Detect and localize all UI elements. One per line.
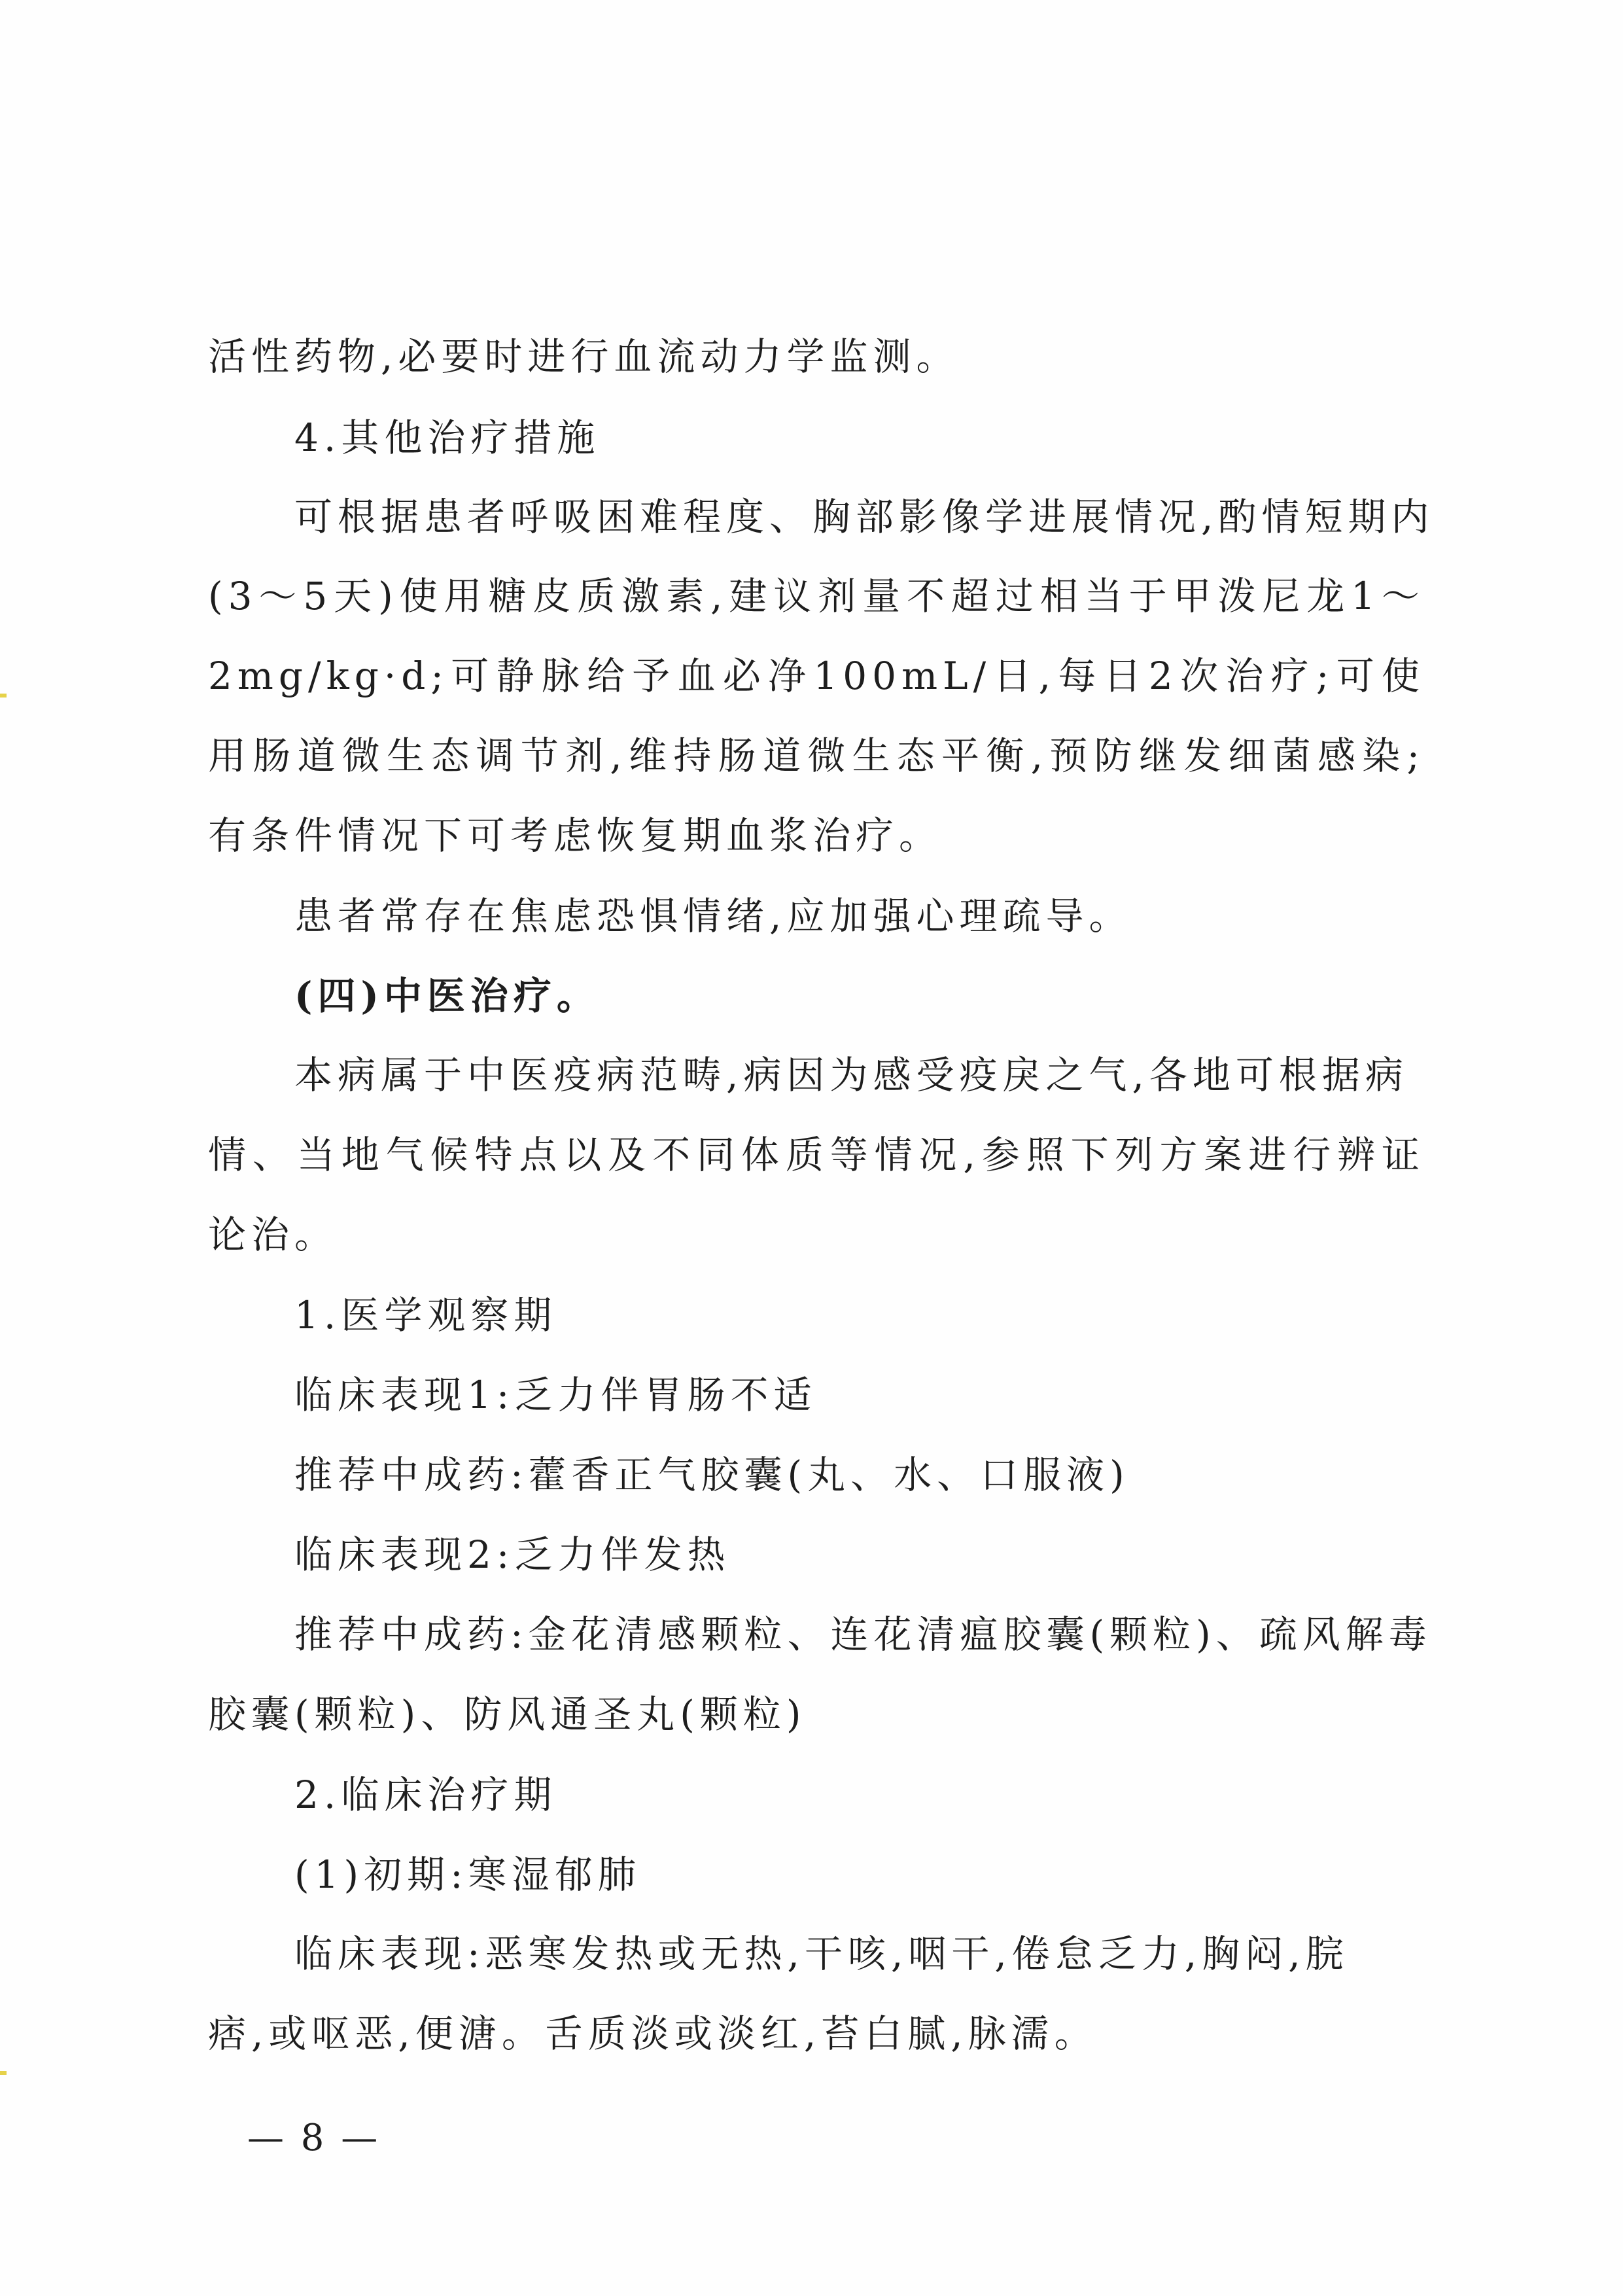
text-line-17: 推荐中成药:金花清感颗粒、连花清瘟胶囊(颗粒)、疏风解毒: [294, 1612, 1432, 1657]
text-line-1: 活性药物,必要时进行血流动力学监测。: [208, 334, 960, 379]
text-line-12: 论治。: [208, 1212, 338, 1257]
scan-edge-mark: [0, 694, 7, 698]
text-line-20: (1)初期:寒湿郁肺: [294, 1852, 641, 1897]
section-heading-observation-period: 1.医学观察期: [294, 1293, 557, 1337]
text-line-15: 推荐中成药:藿香正气胶囊(丸、水、口服液): [294, 1453, 1130, 1497]
text-line-21: 临床表现:恶寒发热或无热,干咳,咽干,倦怠乏力,胸闷,脘: [294, 1932, 1349, 1976]
text-line-5: 2mg/kg·d;可静脉给予血必净100mL/日,每日2次治疗;可使: [208, 654, 1425, 698]
text-line-16: 临床表现2:乏力伴发热: [294, 1532, 731, 1577]
text-line-10: 本病属于中医疫病范畴,病因为感受疫戾之气,各地可根据病: [294, 1053, 1408, 1097]
text-line-3: 可根据患者呼吸困难程度、胸部影像学进展情况,酌情短期内: [294, 495, 1435, 539]
section-heading-treatment-period: 2.临床治疗期: [294, 1773, 557, 1817]
section-heading-other-treatments: 4.其他治疗措施: [294, 415, 601, 460]
text-line-22: 痞,或呕恶,便溏。舌质淡或淡红,苔白腻,脉濡。: [208, 2011, 1098, 2056]
text-line-6: 用肠道微生态调节剂,维持肠道微生态平衡,预防继发细菌感染;: [208, 733, 1425, 778]
text-line-14: 临床表现1:乏力伴胃肠不适: [294, 1373, 817, 1417]
page-number: — 8 —: [247, 2117, 381, 2159]
text-line-7: 有条件情况下可考虑恢复期血浆治疗。: [208, 813, 943, 858]
text-line-8: 患者常存在焦虑恐惧情绪,应加强心理疏导。: [294, 894, 1132, 938]
section-heading-tcm-treatment: (四)中医治疗。: [294, 974, 600, 1018]
text-line-11: 情、当地气候特点以及不同体质等情况,参照下列方案进行辨证: [208, 1133, 1425, 1177]
scan-edge-mark: [0, 2071, 7, 2075]
text-line-4: (3～5天)使用糖皮质激素,建议剂量不超过相当于甲泼尼龙1～: [208, 574, 1425, 618]
text-line-18: 胶囊(颗粒)、防风通圣丸(颗粒): [208, 1692, 807, 1737]
